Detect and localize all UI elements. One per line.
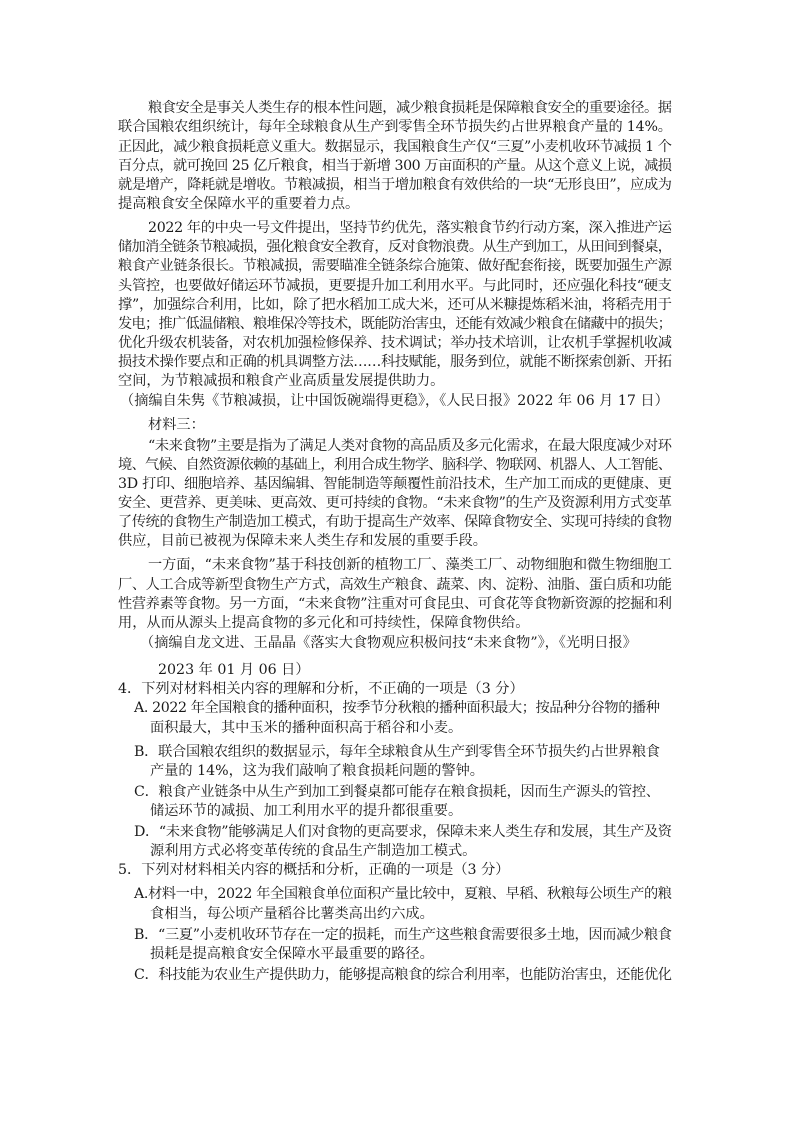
text-line: （摘编自龙文进、王晶晶《落实大食物观应积极问技“未来食物”》，《光明日报》 bbox=[140, 635, 637, 651]
text-line: 性营养素等食物。另一方面，“未来食物”注重对可食昆虫、可食花等食物新资源的挖掘和利 bbox=[118, 596, 672, 612]
text-line: 一方面，“未来食物”基于科技创新的植物工厂、藻类工厂、动物细胞和微生物细胞工 bbox=[148, 557, 672, 573]
text-line: 百分点，就可挽回 25 亿斤粮食，相当于新增 300 万亩面积的产量。从这个意义上说，减损 bbox=[118, 158, 672, 174]
text-line: C．科技能为农业生产提供助力，能够提高粮食的综合利用率，也能防治害虫，还能优化 bbox=[134, 967, 672, 983]
text-line: 3D 打印、细胞培养、基因编辑、智能制造等颠覆性前沿技术，生产加工而成的更健康、更 bbox=[118, 476, 672, 492]
text-line: 联合国粮农组织统计，每年全球粮食从生产到零售全环节损失约占世界粮食产量的 14%。 bbox=[118, 119, 672, 135]
text-line: 产量的 14%，这为我们敲响了粮食损耗问题的警钟。 bbox=[150, 763, 484, 779]
text-line: 发电；推广低温储粮、粮堆保冷等技术，既能防治害虫，还能有效减少粮食在储藏中的损失； bbox=[118, 316, 672, 332]
text-line: 撑”，加强综合利用，比如，除了把水稻加工成大米，还可从米糠提炼稻米油，将稻壳用于 bbox=[118, 297, 672, 313]
text-line: 食相当，每公顷产量稻谷比薯类高出约六成。 bbox=[150, 906, 434, 922]
text-line: （摘编自朱隽《节粮减损，让中国饭碗端得更稳》，《人民日报》2022 年 06 月 17 日） bbox=[120, 393, 669, 409]
text-line: 损耗是提高粮食安全保障水平最重要的路径。 bbox=[150, 946, 434, 962]
text-line: B．联合国粮农组织的数据显示，每年全球粮食从生产到零售全环节损失约占世界粮食 bbox=[134, 744, 660, 760]
text-line: 源利用方式必将变革传统的食品生产制造加工模式。 bbox=[150, 843, 477, 859]
text-line: 面积最大，其中玉米的播种面积高于稻谷和小麦。 bbox=[150, 720, 463, 736]
text-line: 4．下列对材料相关内容的理解和分析，不正确的一项是（3 分） bbox=[118, 681, 524, 697]
text-line: 正因此，减少粮食损耗意义重大。数据显示，我国粮食生产仅“三夏”小麦机收环节减损 1 个 bbox=[118, 139, 672, 155]
text-line: 用，从而从源头上提高食物的多元化和可持续性，保障食物供给。 bbox=[118, 615, 530, 631]
text-line: 提高粮食安全保障水平的重要着力点。 bbox=[118, 196, 360, 212]
text-line: 粮食安全是事关人类生存的根本性问题，减少粮食损耗是保障粮食安全的重要途径。据 bbox=[148, 100, 672, 116]
text-line: 损技术操作要点和正确的机具调整方法……科技赋能，服务到位，就能不断探索创新、开拓 bbox=[118, 354, 672, 370]
text-line: B．“三夏”小麦机收环节存在一定的损耗，而生产这些粮食需要很多土地，因而减少粮食 bbox=[134, 927, 672, 943]
text-line: 2022 年的中央一号文件提出，坚持节约优先，落实粮食节约行动方案，深入推进产运 bbox=[148, 220, 672, 236]
text-line: 粮食产业链条很长。节粮减损，需要瞄准全链条综合施策、做好配套衔接，既要加强生产源 bbox=[118, 258, 672, 274]
text-line: 安全、更营养、更美味、更高效、更可持续的食物。“未来食物”的生产及资源利用方式变革 bbox=[118, 495, 672, 511]
text-line: 储加消全链条节粮减损，强化粮食安全教育，反对食物浪费。从生产到加工，从田间到餐桌， bbox=[118, 239, 672, 255]
text-line: 头管控，也要做好储运环节减损，更要提升加工利用水平。与此同时，还应强化科技“硬支 bbox=[118, 278, 672, 294]
text-line: 空间，为节粮减损和粮食产业高质量发展提供助力。 bbox=[118, 373, 445, 389]
text-line: A. 2022 年全国粮食的播种面积，按季节分秋粮的播种面积最大；按品种分谷物的播种 bbox=[134, 700, 660, 716]
text-line: A.材料一中，2022 年全国粮食单位面积产量比较中，夏粮、早稻、秋粮每公顷生产的粮 bbox=[134, 886, 672, 902]
text-line: 优化升级农机装备，对农机加强检修保养、技术调试；举办技术培训，让农机手掌握机收减 bbox=[118, 335, 672, 351]
text-line: 就是增产，降耗就是增收。节粮减损，相当于增加粮食有效供给的一块“无形良田”，应成为 bbox=[118, 177, 672, 193]
text-line: 材料三： bbox=[148, 417, 205, 433]
text-line: 境、气候、自然资源依赖的基础上，利用合成生物学、脑科学、物联网、机器人、人工智能、 bbox=[118, 457, 672, 473]
text-line: “未来食物”主要是指为了满足人类对食物的高品质及多元化需求，在最大限度减少对环 bbox=[148, 438, 672, 454]
text-line: D．“未来食物”能够满足人们对食物的更高要求，保障未来人类生存和发展，其生产及资 bbox=[134, 824, 672, 840]
text-line: 厂、人工合成等新型食物生产方式，高效生产粮食、蔬菜、肉、淀粉、油脂、蛋白质和功能 bbox=[118, 577, 672, 593]
text-line: C．粮食产业链条中从生产到加工到餐桌都可能存在粮食损耗，因而生产源头的管控、 bbox=[134, 784, 660, 800]
text-line: 5．下列对材料相关内容的概括和分析，正确的一项是（3 分） bbox=[118, 862, 510, 878]
text-line: 供应，目前已被视为保障未来人类生存和发展的重要手段。 bbox=[118, 533, 487, 549]
text-line: 2023 年 01 月 06 日） bbox=[158, 662, 310, 678]
text-line: 了传统的食物生产制造加工模式，有助于提高生产效率、保障食物安全、实现可持续的食物 bbox=[118, 514, 672, 530]
text-line: 储运环节的减损、加工利用水平的提升都很重要。 bbox=[150, 803, 463, 819]
